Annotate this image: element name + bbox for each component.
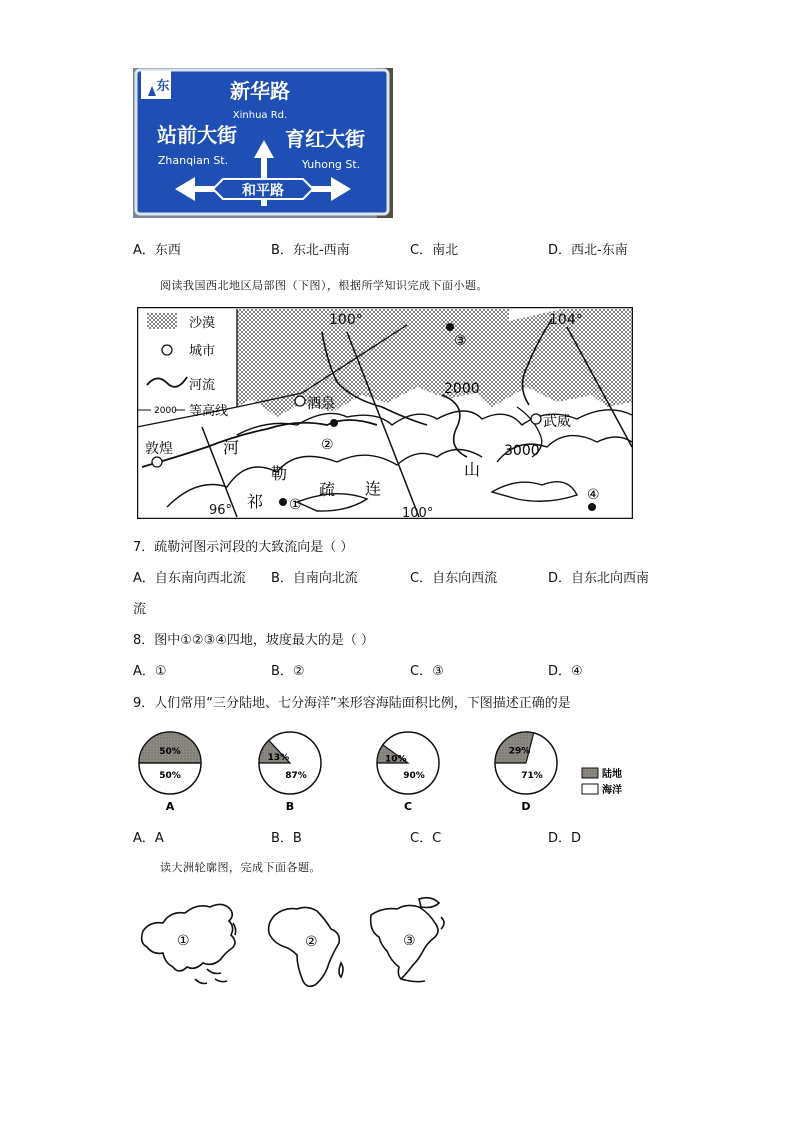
legend-city-icon <box>162 345 172 355</box>
point-1-icon <box>279 498 287 506</box>
pie-a-land-label: 50% <box>159 747 181 757</box>
mountain-char-3: 山 <box>464 460 481 479</box>
sign-main-road-en: Xinhua Rd. <box>232 110 288 121</box>
q7-option-b: B．自南向北流 <box>271 571 358 586</box>
pie-b-land-label: 13% <box>267 753 290 764</box>
q6-option-b: B．东北-西南 <box>271 243 350 258</box>
q7-option-d: D．自东北向西南 <box>548 571 650 586</box>
pie-c-letter: C <box>403 800 413 813</box>
direction-badge: 东 <box>156 79 170 94</box>
mountain-char-1: 祁 <box>247 492 264 511</box>
pie-a <box>139 732 201 813</box>
legend-ocean-swatch <box>582 784 598 794</box>
map-intro: 阅读我国西北地区局部图（下图），根据所学知识完成下面小题。 <box>160 279 488 292</box>
pie-a-letter: A <box>165 800 175 813</box>
q8-option-a: A．① <box>133 664 167 679</box>
q6-option-a: A．东西 <box>133 243 181 258</box>
pie-d-land-label: 29% <box>508 746 531 757</box>
sign-cross-road-cn: 和平路 <box>242 183 284 199</box>
point-3: ③ <box>454 333 467 349</box>
point-2: ② <box>321 437 334 453</box>
sign-right-road-cn: 育红大街 <box>285 127 365 151</box>
point-3-icon <box>446 323 454 331</box>
q7-option-a: A．自东南向西北流 <box>133 571 246 586</box>
river-char-2: 勒 <box>271 464 288 483</box>
pie-b-ocean-label: 87% <box>285 771 307 781</box>
lon-bottom-100: 100° <box>402 506 434 519</box>
continents-intro: 读大洲轮廓图，完成下面各题。 <box>160 861 321 874</box>
legend-river: 河流 <box>189 378 216 393</box>
legend-city: 城市 <box>189 344 216 359</box>
point-1: ① <box>289 497 302 513</box>
pie-c <box>377 732 439 813</box>
pie-figure <box>130 725 630 820</box>
q7-option-c: C．自东向西流 <box>410 571 498 586</box>
pie-d-ocean-label: 71% <box>521 771 543 781</box>
legend-land-swatch <box>582 768 598 778</box>
q9-option-c: C．C <box>410 831 442 846</box>
legend-ocean: 海洋 <box>602 785 622 796</box>
pie-b <box>259 732 321 813</box>
continent-label-3: ③ <box>403 933 416 949</box>
q8-option-c: C．③ <box>410 664 444 679</box>
city-wuwei: 武威 <box>543 414 571 430</box>
sign-right-road-en: Yuhong St. <box>301 158 361 171</box>
road-sign-photo <box>133 68 393 218</box>
q9-stem: 9．人们常用“三分陆地、七分海洋”来形容海陆面积比例，下图描述正确的是 <box>133 696 571 711</box>
q8-option-d: D．④ <box>548 664 583 679</box>
city-dunhuang-icon <box>152 457 162 467</box>
sign-left-road-cn: 站前大街 <box>157 123 237 147</box>
point-4-icon <box>588 503 596 511</box>
river-char-3: 疏 <box>319 480 336 499</box>
pie-d-letter: D <box>521 800 531 813</box>
pie-d <box>495 732 557 813</box>
q8-stem: 8．图中①②③④四地，坡度最大的是（ ） <box>133 633 375 648</box>
sign-main-road-cn: 新华路 <box>230 79 290 103</box>
city-jiuquan-icon <box>295 396 305 406</box>
lon-bottom-96: 96° <box>209 503 233 518</box>
northwest-map <box>137 307 633 519</box>
legend-contour-value: 2000 <box>154 406 177 416</box>
pie-b-letter: B <box>285 800 295 813</box>
q7-option-d-wrap: 流 <box>133 602 147 617</box>
legend-contour: 等高线 <box>189 404 229 419</box>
contour-2000: 2000 <box>444 381 480 397</box>
q6-option-c: C．南北 <box>410 243 459 258</box>
q7-stem: 7．疏勒河图示河段的大致流向是（ ） <box>133 540 354 555</box>
city-dunhuang: 敦煌 <box>145 441 173 457</box>
q9-option-b: B．B <box>271 831 302 846</box>
point-2-icon <box>330 419 338 427</box>
lon-top-104: 104° <box>549 312 583 328</box>
pie-c-land-label: 10% <box>385 754 407 765</box>
continent-label-2: ② <box>305 934 318 950</box>
city-wuwei-icon <box>531 414 541 424</box>
point-4: ④ <box>587 487 600 503</box>
pie-a-ocean-label: 50% <box>159 771 181 781</box>
city-jiuquan: 酒泉 <box>307 396 335 412</box>
q6-option-d: D．西北-东南 <box>548 243 628 258</box>
legend-desert: 沙漠 <box>189 316 216 331</box>
q9-option-a: A．A <box>133 831 164 846</box>
continent-outlines <box>135 893 455 993</box>
continent-label-1: ① <box>177 933 190 949</box>
lon-top-100: 100° <box>329 312 363 328</box>
pie-c-ocean-label: 90% <box>403 771 425 781</box>
q8-option-b: B．② <box>271 664 305 679</box>
sign-left-road-en: Zhanqian St. <box>157 154 229 167</box>
mountain-char-2: 连 <box>365 479 382 498</box>
q9-option-d: D．D <box>548 831 582 846</box>
river-char-1: 河 <box>223 438 240 457</box>
contour-3000: 3000 <box>504 443 540 459</box>
legend-land: 陆地 <box>602 769 622 780</box>
